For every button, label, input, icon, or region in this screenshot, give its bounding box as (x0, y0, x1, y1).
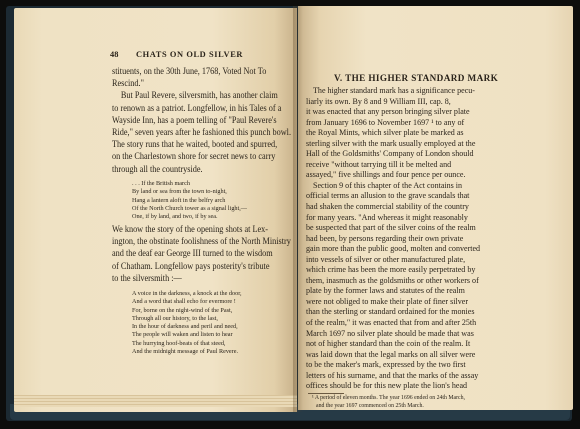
text-line: Wayside Inn, has a poem telling of "Paul Revere's (112, 115, 277, 126)
poem-line: The people will waken and listen to hear (132, 331, 233, 339)
page-number: 48 (110, 50, 119, 59)
paragraph-standard-mark (306, 86, 480, 392)
text-line: to renown as a patriot. Longfellow, in his Tales of a (112, 103, 282, 114)
running-head: CHATS ON OLD SILVER (136, 50, 244, 59)
text-line: stituents, on the 30th June, 1768, Voted Not To (112, 67, 267, 77)
text-line: had been, by persons regarding their own private (306, 233, 464, 243)
footnote-line: ¹ A period of eleven months. The year 1696 ended on 24th March, (312, 395, 465, 401)
poem-line: And the midnight message of Paul Revere. (132, 348, 239, 356)
text-line: receive "without tarrying till it be melted and (306, 159, 452, 169)
text-line: The higher standard mark has a significance pecu- (313, 86, 475, 95)
text-line: to the silversmith :— (112, 273, 182, 284)
text-line: offices should be for this new plate the lion's head (306, 381, 468, 391)
book-gutter (293, 6, 303, 412)
paragraph-revere (112, 66, 297, 176)
footnote-rule (308, 393, 344, 394)
text-line: through all the countryside. (112, 164, 203, 175)
poem-line: The hurrying hoof-beats of that steed, (132, 339, 226, 347)
text-line: for many years. "And whereas it might reasonably (306, 212, 468, 222)
paragraph-lexington (112, 224, 297, 285)
text-line: of the realm," it was enacted that from and after 25th (306, 318, 477, 328)
text-line: Hall of the Goldsmiths' Company of London should (306, 149, 474, 159)
text-line: it was enacted that any person bringing silver plate (306, 107, 470, 117)
poem-line: One, if by land, and two, if by sea. (132, 213, 218, 221)
text-line: sterling silver with the mark usually employed at the (306, 138, 476, 148)
text-line: on the Charlestown shore for secret news to carry (112, 152, 276, 163)
poem-excerpt-1 (132, 180, 247, 221)
text-line: But Paul Revere, silversmith, has another claim (120, 91, 278, 102)
text-line: liarly its own. By 8 and 9 William III, cap. 8, (306, 96, 451, 106)
text-line: into vessels of silver or other manufactured plate, (306, 254, 466, 264)
text-line: which crime has been the more easily perpetrated by (306, 265, 476, 275)
text-line: than the sterling or standard ordained for the monies (306, 307, 475, 317)
text-line: plate by the former laws and statutes of the realm (306, 286, 465, 296)
text-line: gain more than the public good, molten and converted (306, 244, 481, 254)
text-line: was laid down that the legal marks on all silver were (306, 349, 476, 359)
text-line: Rescind." (112, 79, 144, 90)
left-page (14, 8, 297, 412)
text-line: be suspected that part of the silver coins of the realm (306, 223, 476, 233)
text-line: ington, the obstinate foolishness of the North Ministry (112, 237, 291, 248)
poem-line: And a word that shall echo for evermore ! (132, 298, 236, 306)
poem-line: Through all our history, to the last, (132, 314, 218, 322)
text-line: and the deaf ear George III turned to the wisdom (112, 249, 273, 260)
text-line: from January 1696 to November 1697 ¹ to any of (306, 117, 465, 127)
text-line: had shaken the commercial stability of the country (306, 202, 469, 212)
text-line: March 1697 no silver plate should be made that was (306, 328, 474, 338)
poem-line: Of the North Church tower as a signal light,— (132, 204, 247, 212)
text-line: The story runs that he waited, booted and spurred, (112, 140, 278, 151)
text-line: to be the maker's mark, expressed by the two first (306, 360, 466, 370)
text-line: official terms an allusion to the grave scandals that (306, 191, 470, 201)
poem-line: For, borne on the night-wind of the Past, (132, 306, 233, 314)
text-line: the Royal Mints, which silver plate be marked as (306, 128, 464, 138)
page-edges (14, 395, 297, 407)
text-line: not of higher standard than the coin of the realm. It (306, 339, 471, 349)
poem-line: A voice in the darkness, a knock at the door, (132, 290, 242, 297)
text-line: Ride," seven years after he fashioned this punch bowl. (112, 128, 292, 139)
text-line: We know the story of the opening shots at Lex- (112, 225, 269, 235)
footnote-line: and the year 1697 commenced on 25th March. (316, 402, 424, 409)
poem-line: . . . If the British march (132, 180, 190, 187)
text-line: of Chatham. Longfellow pays posterity's tribute (112, 261, 270, 272)
footnote (312, 395, 465, 410)
text-line: were not obliged to make their plate of finer silver (306, 296, 468, 306)
text-line: them, inasmuch as the goldsmiths or other workers of (306, 275, 479, 285)
right-page (298, 6, 573, 410)
section-title: V. THE HIGHER STANDARD MARK (334, 73, 499, 83)
poem-line: In the hour of darkness and peril and need, (132, 323, 238, 331)
poem-line: Hang a lantern aloft in the belfry arch (132, 196, 226, 204)
poem-excerpt-2 (132, 290, 242, 356)
text-line: Section 9 of this chapter of the Act contains in (313, 180, 463, 190)
poem-line: By land or sea from the town to-night, (132, 188, 227, 196)
text-line: assayed," five shillings and four pence per ounce. (306, 170, 466, 180)
text-line: letters of his surname, and that the marks of the assay (306, 370, 479, 380)
